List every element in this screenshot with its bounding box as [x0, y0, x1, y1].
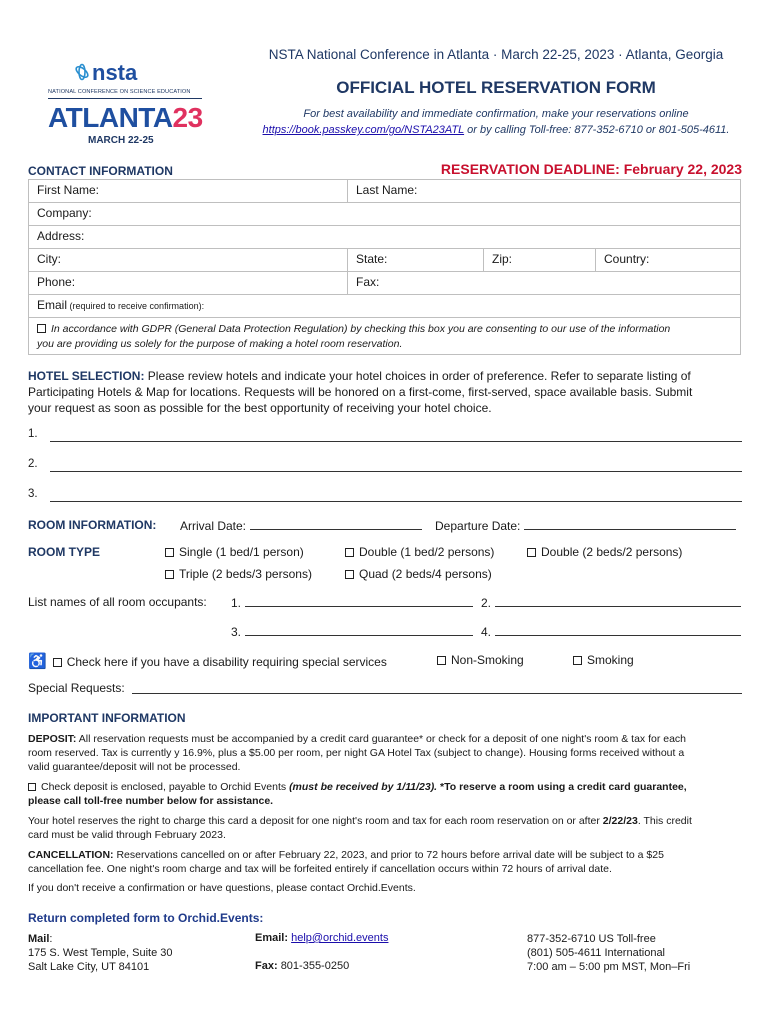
phone-block: 877-352-6710 US Toll-free (801) 505-4611 International 7:00 am – 5:00 pm MST, Mon–Fri [527, 933, 691, 973]
hotel-choice-1-line[interactable] [50, 428, 742, 442]
room-info-label: ROOM INFORMATION: [28, 518, 157, 532]
departure-date-line[interactable] [524, 518, 736, 530]
email-note: (required to receive confirmation): [67, 301, 205, 311]
check-deposit-paragraph: Check deposit is enclosed, payable to Orchid Events (must be received by 1/11/23). *To reserve a room using a credit card guarantee, please call toll-free number below for assistance. [28, 781, 687, 807]
triple-checkbox[interactable] [165, 570, 174, 579]
conference-line: NSTA National Conference in Atlanta · March 22-25, 2023 · Atlanta, Georgia [268, 47, 724, 62]
email-field[interactable]: Email (required to receive confirmation): [28, 294, 741, 318]
non-smoking-checkbox[interactable] [437, 656, 446, 665]
room-type-triple[interactable]: Triple (2 beds/3 persons) [165, 567, 312, 581]
gdpr-checkbox[interactable] [37, 324, 46, 333]
hotel-choice-3-line[interactable] [50, 488, 742, 502]
departure-date[interactable]: Departure Date: [435, 518, 736, 533]
occupant-2-line[interactable] [495, 595, 741, 607]
logo-divider [48, 98, 202, 99]
reservation-deadline: RESERVATION DEADLINE: February 22, 2023 [440, 161, 742, 177]
city-field[interactable]: City: [28, 248, 348, 272]
nsta-brand: nsta [92, 60, 137, 86]
fax-block: Fax: 801-355-0250 [255, 960, 350, 972]
occupant-4[interactable]: 4. [481, 624, 741, 639]
hotel-choice-3[interactable]: 3. [28, 488, 742, 504]
smoking-option[interactable]: Smoking [573, 653, 634, 667]
intro-line2-rest: or by calling Toll-free: 877-352-6710 or 801-505-4611. [464, 124, 730, 136]
fax-field[interactable]: Fax: [347, 271, 741, 295]
logo-dates: MARCH 22-25 [88, 135, 154, 146]
room-type-double-2beds[interactable]: Double (2 beds/2 persons) [527, 545, 682, 559]
passkey-link[interactable]: https://book.passkey.com/go/NSTA23ATL [262, 124, 465, 136]
nsta-logo [46, 58, 206, 150]
intro-line1: For best availability and immediate confirmation, make your reservations online [303, 108, 689, 120]
double-2beds-checkbox[interactable] [527, 548, 536, 557]
cancellation-paragraph: CANCELLATION: Reservations cancelled on or after February 22, 2023, and prior to 72 hours before arrival date will be subject to a $25 cancellation fee. One night's room charge and tax will be forfeited entirely if cancellation occurs within 72 hours of arrival date. [28, 849, 664, 875]
room-type-label: ROOM TYPE [28, 545, 101, 559]
double-1bed-checkbox[interactable] [345, 548, 354, 557]
deposit-paragraph: DEPOSIT: All reservation requests must be accompanied by a credit card guarantee* or check for a deposit of one night's room & tax for each room reserved. Tax is currently y 16.9%, plus a $5.00 per room, per night GA Hotel Tax (subject to change). Housing forms received without a valid guarantee/deposit will not be processed. [28, 733, 687, 773]
email-link[interactable]: help@orchid.events [291, 932, 389, 944]
disability-checkbox[interactable] [53, 658, 62, 667]
nsta-subtitle: NATIONAL CONFERENCE ON SCIENCE EDUCATION [48, 89, 191, 95]
contact-section-label: CONTACT INFORMATION [28, 164, 173, 178]
room-type-double-1bed[interactable]: Double (1 bed/2 persons) [345, 545, 494, 559]
occupant-3[interactable]: 3. [231, 624, 473, 639]
address-field[interactable]: Address: [28, 225, 741, 249]
atom-icon [74, 63, 90, 81]
no-confirmation-note: If you don't receive a confirmation or have questions, please contact Orchid.Events. [28, 882, 416, 894]
email-block: Email: help@orchid.events [255, 932, 389, 944]
occupant-1[interactable]: 1. [231, 595, 473, 610]
single-checkbox[interactable] [165, 548, 174, 557]
occupants-label: List names of all room occupants: [28, 595, 207, 609]
phone-field[interactable]: Phone: [28, 271, 348, 295]
hotel-selection-label: HOTEL SELECTION: [28, 369, 145, 383]
smoking-checkbox[interactable] [573, 656, 582, 665]
non-smoking-option[interactable]: Non-Smoking [437, 653, 524, 667]
special-requests[interactable]: Special Requests: [28, 681, 742, 695]
wheelchair-icon: ♿ [28, 653, 47, 670]
zip-field[interactable]: Zip: [483, 248, 596, 272]
important-label: IMPORTANT INFORMATION [28, 711, 186, 725]
quad-checkbox[interactable] [345, 570, 354, 579]
hotel-choice-1[interactable]: 1. [28, 428, 742, 444]
occupant-2[interactable]: 2. [481, 595, 741, 610]
hotel-choice-2-line[interactable] [50, 458, 742, 472]
state-field[interactable]: State: [347, 248, 484, 272]
arrival-date[interactable]: Arrival Date: [180, 518, 422, 533]
disability-option[interactable]: ♿ Check here if you have a disability requiring special services [28, 653, 387, 670]
first-name-field[interactable]: First Name: [28, 179, 348, 203]
return-label: Return completed form to Orchid.Events: [28, 911, 264, 925]
charge-paragraph: Your hotel reserves the right to charge this card a deposit for one night's room and tax for each room reservation on or after 2/22/23. This credit card must be valid through February 2023. [28, 815, 692, 841]
check-deposit-checkbox[interactable] [28, 783, 36, 791]
last-name-field[interactable]: Last Name: [347, 179, 741, 203]
arrival-date-line[interactable] [250, 518, 422, 530]
intro-line2 [236, 124, 756, 136]
special-requests-line[interactable] [132, 681, 742, 694]
form-title: OFFICIAL HOTEL RESERVATION FORM [336, 78, 656, 97]
hotel-selection-text: HOTEL SELECTION: Please review hotels and indicate your hotel choices in order of preference. Refer to separate listing of Participating Hotels & Map for locations. Requests will be honored on a first-come, first-served, space available basis. Submit your request as soon as possible for the best opportunity of receiving your hotel choice. [28, 369, 693, 415]
hotel-choice-2[interactable]: 2. [28, 458, 742, 474]
country-field[interactable]: Country: [595, 248, 741, 272]
logo-year: 23 [172, 102, 203, 133]
occupant-1-line[interactable] [245, 595, 473, 607]
logo-city: ATLANTA23 [48, 102, 203, 133]
room-type-quad[interactable]: Quad (2 beds/4 persons) [345, 567, 492, 581]
room-type-single[interactable]: Single (1 bed/1 person) [165, 545, 304, 559]
company-field[interactable]: Company: [28, 202, 741, 226]
occupant-4-line[interactable] [495, 624, 741, 636]
mail-block: Mail: 175 S. West Temple, Suite 30 Salt Lake City, UT 84101 [28, 933, 173, 973]
occupant-3-line[interactable] [245, 624, 473, 636]
gdpr-consent: In accordance with GDPR (General Data Protection Regulation) by checking this box you are consenting to our use of the information you are providing us solely for the purpose of making a hotel room reservation. [28, 317, 741, 355]
